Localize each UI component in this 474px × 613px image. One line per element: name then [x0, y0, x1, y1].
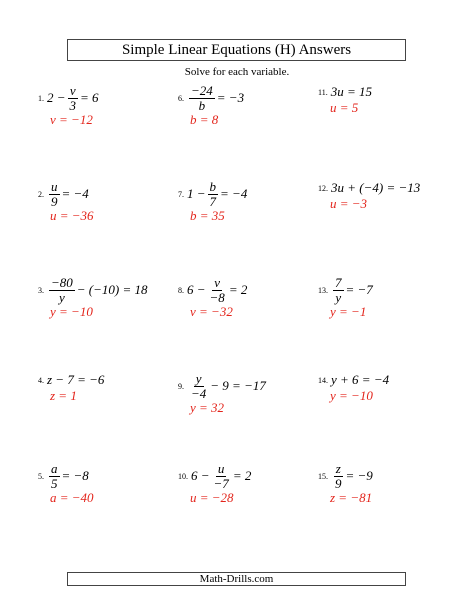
problem-12 — [318, 180, 448, 212]
answer: u = 5 — [330, 100, 359, 115]
problem-number: 4. — [38, 375, 44, 385]
problem-5 — [38, 462, 168, 506]
answer: b = 8 — [190, 112, 219, 128]
equation — [178, 84, 308, 112]
equation-prefix: 6 − — [187, 282, 206, 298]
equation-suffix: = 2 — [228, 282, 248, 298]
answer: u = −28 — [190, 490, 234, 506]
fraction — [189, 84, 215, 112]
problem-number: 2. — [38, 189, 44, 199]
fraction — [333, 462, 344, 490]
answer: u = −36 — [50, 208, 94, 224]
answer: y = −10 — [330, 388, 373, 403]
equation-prefix: 6 − — [191, 468, 210, 484]
problem-number: 8. — [178, 285, 184, 295]
fraction-denominator: b — [198, 97, 206, 113]
equation-prefix: 1 − — [187, 186, 206, 202]
problem-13 — [318, 276, 448, 320]
problem-3 — [38, 276, 168, 320]
problem-number: 6. — [178, 93, 184, 103]
fraction-denominator: 7 — [209, 193, 217, 209]
fraction-denominator: y — [59, 289, 65, 305]
equation — [318, 462, 448, 490]
fraction — [208, 180, 219, 208]
answer: y = −10 — [50, 304, 93, 320]
fraction-denominator: 9 — [335, 475, 342, 491]
fraction-denominator: y — [335, 289, 342, 305]
fraction-numerator: −24 — [191, 83, 213, 98]
equation — [318, 276, 448, 304]
problem-15 — [318, 462, 448, 506]
answer: a = −40 — [50, 490, 94, 506]
fraction-denominator: 3 — [69, 97, 77, 113]
equation — [38, 276, 168, 304]
fraction-numerator: b — [209, 179, 217, 194]
problem-2 — [38, 180, 168, 224]
fraction-denominator: −8 — [209, 289, 225, 305]
equation-suffix: = −8 — [61, 468, 89, 484]
fraction-denominator: 9 — [51, 193, 58, 209]
equation — [38, 180, 168, 208]
answer: z = 1 — [50, 388, 77, 403]
equation-suffix: = −4 — [61, 186, 89, 202]
problem-number: 9. — [178, 381, 184, 391]
equation-suffix: = −4 — [220, 186, 248, 202]
problem-1 — [38, 84, 168, 128]
problem-number: 15. — [318, 471, 328, 481]
fraction-numerator: u — [51, 179, 58, 194]
answer: y = 32 — [190, 400, 225, 416]
equation-suffix: − (−10) = 18 — [76, 282, 148, 298]
equation-prefix: 3u = 15 — [330, 84, 372, 99]
fraction — [68, 84, 79, 112]
equation — [38, 84, 168, 112]
equation-suffix: = −9 — [345, 468, 373, 484]
problem-number: 3. — [38, 285, 44, 295]
problem-number: 14. — [318, 375, 328, 385]
problem-number: 7. — [178, 189, 184, 199]
equation-suffix: = 6 — [80, 90, 99, 106]
equation-prefix: 3u + (−4) = −13 — [331, 180, 421, 195]
problem-number: 11. — [318, 87, 328, 97]
problem-6 — [178, 84, 308, 128]
answer: u = −3 — [330, 196, 368, 211]
problem-7 — [178, 180, 308, 224]
equation-suffix: = 2 — [232, 468, 252, 484]
fraction — [208, 276, 227, 304]
problem-14 — [318, 372, 448, 404]
fraction — [333, 276, 344, 304]
problem-number: 5. — [38, 471, 44, 481]
footer: Math-Drills.com — [67, 572, 406, 586]
answer: b = 35 — [190, 208, 225, 224]
equation — [318, 84, 448, 100]
equation — [178, 372, 308, 400]
answer: v = −12 — [50, 112, 93, 128]
equation-prefix: y + 6 = −4 — [331, 372, 390, 387]
fraction-numerator: u — [217, 461, 225, 476]
problem-10 — [178, 462, 308, 506]
fraction — [212, 462, 231, 490]
equation-prefix: 2 − — [47, 90, 66, 106]
equation — [178, 462, 308, 490]
answer: y = −1 — [330, 304, 367, 320]
fraction-numerator: z — [335, 461, 341, 476]
answer: v = −32 — [190, 304, 233, 320]
problem-8 — [178, 276, 308, 320]
fraction — [49, 462, 60, 490]
problem-11 — [318, 84, 448, 116]
worksheet-title: Simple Linear Equations (H) Answers — [67, 39, 406, 61]
problem-9 — [178, 372, 308, 416]
equation — [178, 276, 308, 304]
problem-number: 1. — [38, 93, 44, 103]
problem-4 — [38, 372, 168, 404]
fraction-numerator: a — [51, 461, 58, 476]
equation-suffix: = −3 — [216, 90, 245, 106]
fraction-numerator: v — [69, 83, 76, 98]
equation-suffix: − 9 = −17 — [210, 378, 266, 394]
answer: z = −81 — [330, 490, 373, 506]
fraction-numerator: v — [214, 275, 221, 290]
fraction-numerator: −80 — [51, 275, 73, 290]
problem-number: 13. — [318, 285, 328, 295]
fraction — [49, 180, 60, 208]
equation-prefix: z − 7 = −6 — [47, 372, 105, 387]
equation — [178, 180, 308, 208]
fraction-numerator: 7 — [335, 275, 342, 290]
equation — [318, 180, 448, 196]
instructions: Solve for each variable. — [184, 66, 290, 78]
equation-suffix: = −7 — [345, 282, 373, 298]
fraction-denominator: −4 — [191, 385, 207, 401]
problem-number: 12. — [318, 183, 328, 193]
fraction — [189, 372, 208, 400]
problem-number: 10. — [178, 471, 188, 481]
equation — [38, 462, 168, 490]
equation — [318, 372, 448, 388]
fraction-numerator: y — [195, 371, 202, 386]
fraction-denominator: −7 — [213, 475, 229, 491]
fraction — [49, 276, 75, 304]
equation — [38, 372, 168, 388]
fraction-denominator: 5 — [51, 475, 58, 491]
